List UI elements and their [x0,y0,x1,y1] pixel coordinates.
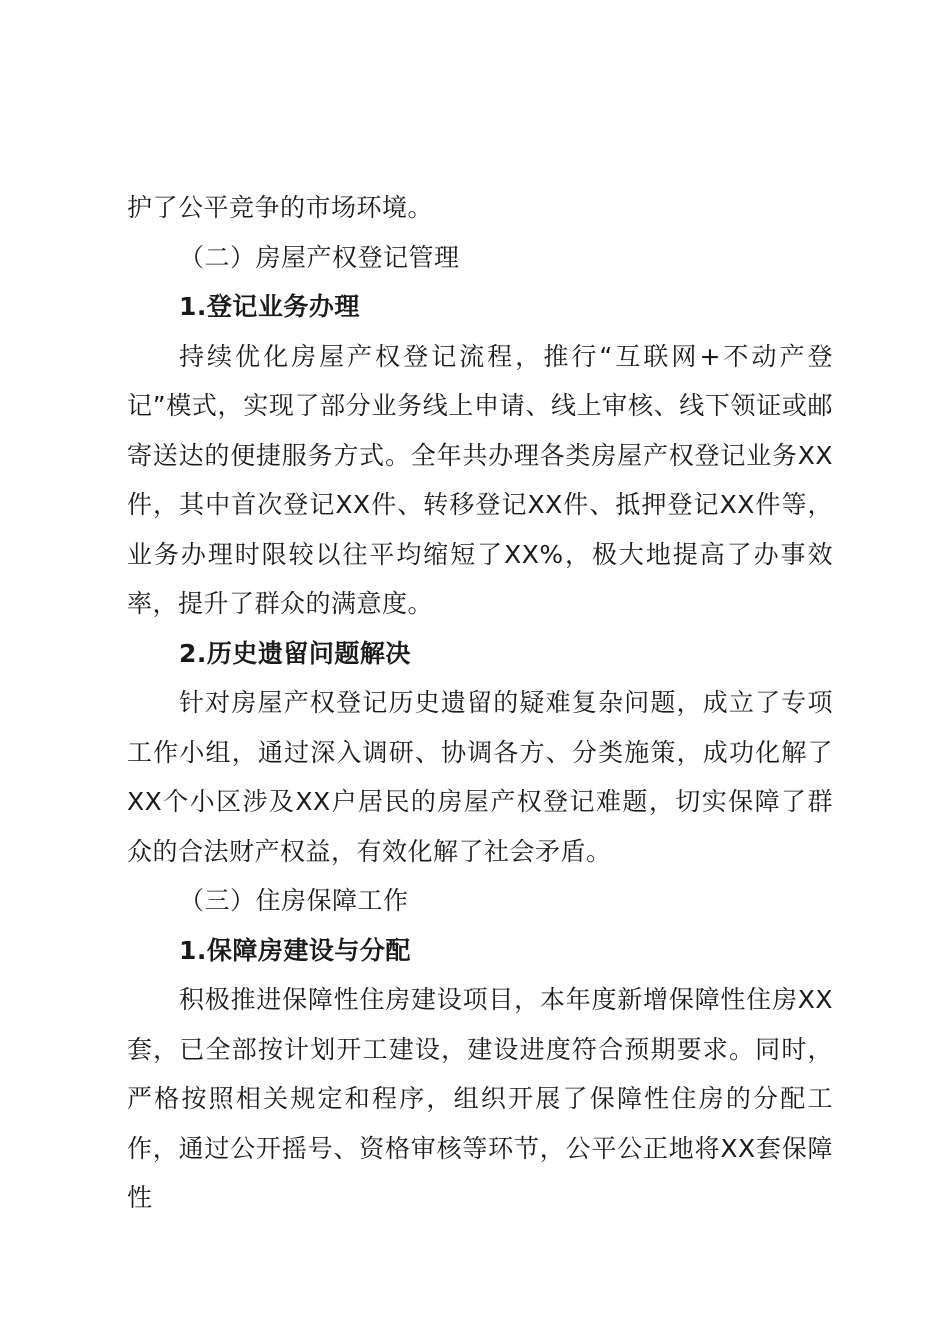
subheading-historical-issues: 2.历史遗留问题解决 [179,638,411,668]
paragraph-housing-construction: 积极推进保障性住房建设项目，本年度新增保障性住房XX套，已全部按计划开工建设，建设进度符合预期要求。同时，严格按照相关规定和程序，组织开展了保障性住房的分配工作，通过公开摇号、资格审核等环节，公平公正地将XX套保障性 [127,985,833,1212]
subheading-housing-construction: 1.保障房建设与分配 [179,935,411,965]
paragraph-continuation: 护了公平竞争的市场环境。 [127,193,434,222]
paragraph-historical-issues: 针对房屋产权登记历史遗留的疑难复杂问题，成立了专项工作小组，通过深入调研、协调各方、分类施策，成功化解了XX个小区涉及XX户居民的房屋产权登记难题，切实保障了群众的合法财产权益，有效化解了社会矛盾。 [127,688,833,866]
section-heading-housing-security: （三）住房保障工作 [179,886,409,915]
document-body [127,183,833,1223]
subheading-registration-business: 1.登记业务办理 [179,292,360,321]
section-heading-property-registration: （二）房屋产权登记管理 [179,242,460,272]
paragraph-registration-business: 持续优化房屋产权登记流程，推行“互联网+不动产登记”模式，实现了部分业务线上申请、线上审核、线下领证或邮寄送达的便捷服务方式。全年共办理各类房屋产权登记业务XX件，其中首次登记XX件、转移登记XX件、抵押登记XX件等，业务办理时限较以往平均缩短了XX%，极大地提高了办事效率，提升了群众的满意度。 [127,341,833,618]
